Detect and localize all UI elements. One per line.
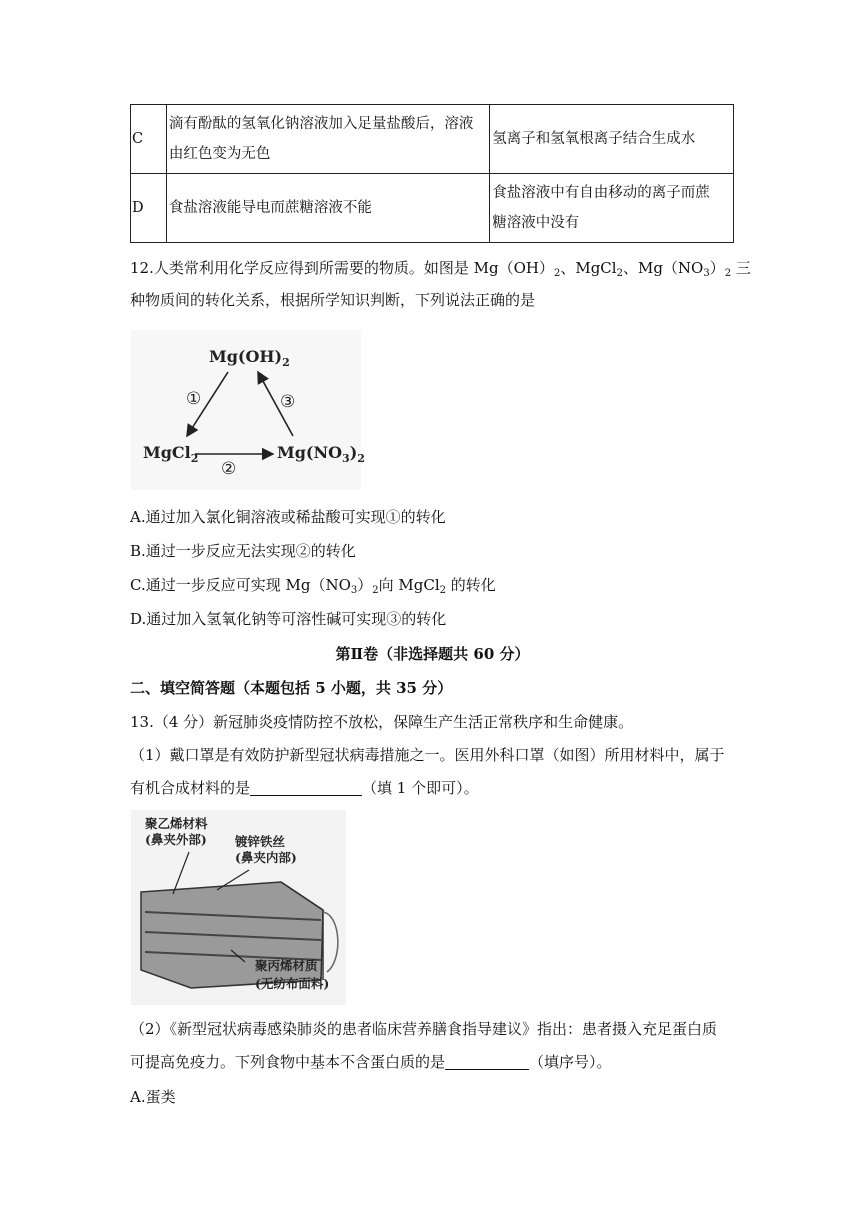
q13-part2-line1: （2）《新型冠状病毒感染肺炎的患者临床营养膳食指导建议》指出：患者摄入充足蛋白质 xyxy=(130,1020,718,1038)
row-key: D xyxy=(131,174,167,243)
text: ） xyxy=(709,259,725,277)
text: ） xyxy=(357,576,373,594)
row-phenomenon xyxy=(166,105,489,174)
conversion-diagram xyxy=(131,330,365,490)
subscript: 2 xyxy=(439,585,447,596)
row-phenomenon xyxy=(166,174,489,243)
explanation-line: 食盐溶液中有自由移动的离子而蔗 xyxy=(492,185,710,201)
node-mg-no3-2: $Mg(NO_3)_2$ xyxy=(277,443,365,465)
q13-part1-line1: （1）戴口罩是有效防护新型冠状病毒措施之一。医用外科口罩（如图）所用材料中，属于 xyxy=(130,746,725,764)
phenomenon-line: 滴有酚酞的氢氧化钠溶液加入足量盐酸后，溶液 xyxy=(168,116,474,132)
section-heading: 二、填空简答题（本题包括 5 小题，共 35 分） xyxy=(130,679,453,697)
mask-figure xyxy=(131,810,346,1005)
subscript: 3 xyxy=(703,268,710,279)
q12-option-c xyxy=(130,575,496,601)
text: 向 MgCl xyxy=(378,576,440,594)
explanation-line: 糖溶液中没有 xyxy=(492,215,580,231)
section-title: 第Ⅱ卷（非选择题共 60 分） xyxy=(335,645,530,663)
text: 有机合成材料的是 xyxy=(130,779,251,797)
q12-stem-line1 xyxy=(130,258,751,284)
subscript: 2 xyxy=(372,585,379,596)
label-2: ② xyxy=(221,459,237,479)
label-polypropylene: 聚丙烯材质 xyxy=(255,958,318,973)
q12-option-b: B.通过一步反应无法实现②的转化 xyxy=(130,542,356,560)
text: 可提高免疫力。下列食物中基本不含蛋白质的是 xyxy=(130,1053,446,1071)
subscript: 2 xyxy=(553,268,561,279)
subscript: 2 xyxy=(616,268,623,279)
label-1: ① xyxy=(186,389,202,409)
ear-loop xyxy=(323,912,338,972)
q12-option-a: A.通过加入氯化铜溶液或稀盐酸可实现①的转化 xyxy=(130,508,446,526)
q13-part2-line2 xyxy=(130,1052,612,1072)
text: 12.人类常利用化学反应得到所需要的物质。如图是 Mg（OH） xyxy=(130,259,554,277)
table-row xyxy=(131,174,734,243)
row-key: C xyxy=(131,105,167,174)
phenomenon-line: 食盐溶液能导电而蔗糖溶液不能 xyxy=(168,200,372,216)
node-mg-oh2: $Mg(OH)_2$ xyxy=(209,347,290,369)
answer-blank-1[interactable] xyxy=(250,779,362,796)
node-mgcl2: MgCl$_2$ xyxy=(143,443,199,465)
subscript: 2 xyxy=(724,268,732,279)
text: （填 1 个即可）。 xyxy=(362,779,479,797)
label-3: ③ xyxy=(280,392,296,412)
q12-stem-line2: 种物质间的转化关系，根据所学知识判断，下列说法正确的是 xyxy=(130,291,536,309)
explanation-line: 氢离子和氢氧根离子结合生成水 xyxy=(492,131,696,147)
text: 、MgCl xyxy=(560,259,617,277)
label-polypropylene-note: (无纺布面料) xyxy=(255,976,330,991)
row-explanation xyxy=(490,174,734,243)
q13-option-a: A.蛋类 xyxy=(130,1088,176,1106)
label-galvanized-wire: 镀锌铁丝 xyxy=(235,834,286,849)
options-table xyxy=(130,104,734,243)
phenomenon-line: 由红色变为无色 xyxy=(168,146,271,162)
subscript: 3 xyxy=(350,585,358,596)
text: 三 xyxy=(731,259,751,277)
text: （填序号）。 xyxy=(529,1053,612,1071)
text: 的转化 xyxy=(446,576,496,594)
table-row xyxy=(131,105,734,174)
q12-option-d: D.通过加入氢氧化钠等可溶性碱可实现③的转化 xyxy=(130,610,447,628)
label-galvanized-wire-note: (鼻夹内部) xyxy=(235,850,297,865)
q13-stem: 13.（4 分）新冠肺炎疫情防控不放松，保障生产生活正常秩序和生命健康。 xyxy=(130,713,634,731)
mask-figure-svg xyxy=(131,810,346,1005)
label-polyethylene: 聚乙烯材料 xyxy=(145,816,208,831)
text: C.通过一步反应可实现 Mg（NO xyxy=(130,576,351,594)
row-explanation xyxy=(490,105,734,174)
answer-blank-2[interactable] xyxy=(445,1053,529,1070)
text: 、Mg（NO xyxy=(622,259,704,277)
label-polyethylene-note: (鼻夹外部) xyxy=(145,832,207,847)
conversion-diagram-svg xyxy=(131,330,365,490)
q13-part1-line2 xyxy=(130,778,479,798)
